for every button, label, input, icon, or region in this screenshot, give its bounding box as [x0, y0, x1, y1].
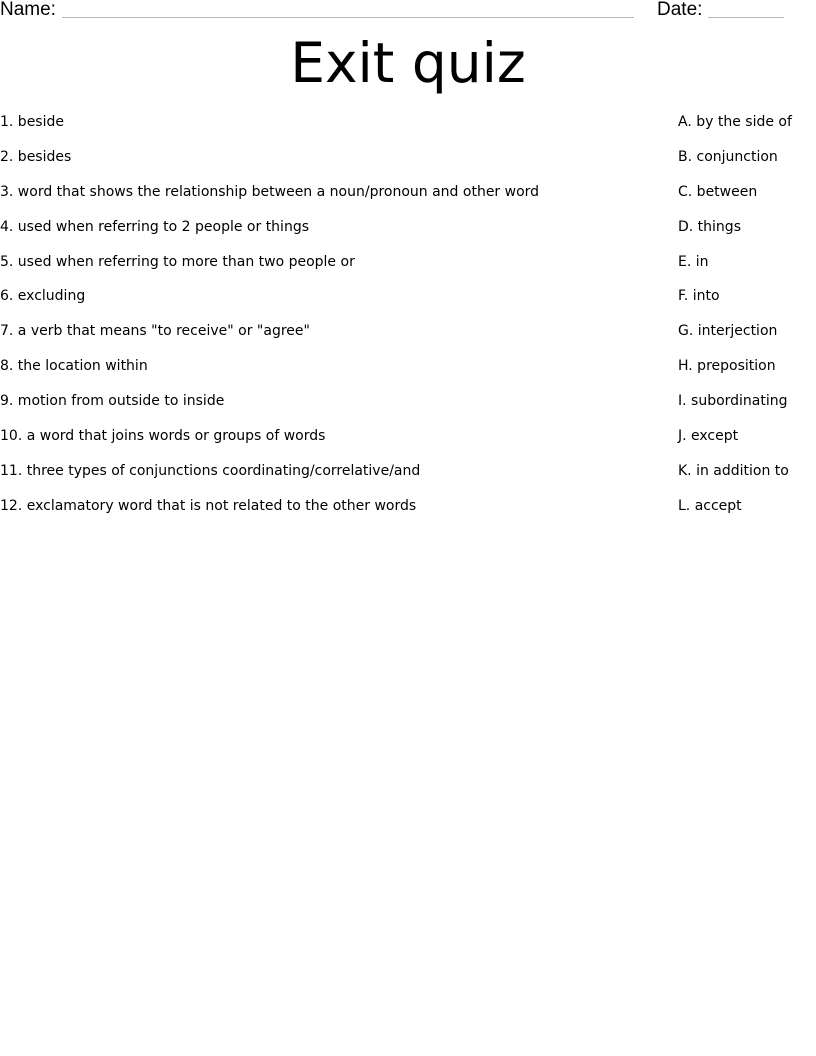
date-label: Date:: [657, 0, 703, 20]
answer-option: E. in: [678, 253, 709, 270]
clue-item: 8. the location within: [0, 358, 148, 375]
answer-option: F. into: [678, 288, 720, 305]
answer-option: J. except: [678, 428, 739, 445]
clue-list: [0, 111, 640, 530]
answer-option: K. in addition to: [678, 462, 789, 479]
answer-option: A. by the side of: [678, 114, 792, 130]
clue-item: 11. three types of conjunctions coordinating/correlative/and: [0, 462, 421, 479]
clue-item: 7. a verb that means "to receive" or "agree": [0, 323, 310, 340]
clue-item: 3. word that shows the relationship between a noun/pronoun and other word: [0, 183, 540, 200]
clue-item: 12. exclamatory word that is not related to the other words: [0, 497, 417, 514]
clue-item: 2. besides: [0, 148, 72, 165]
clue-item: 4. used when referring to 2 people or things: [0, 218, 309, 235]
clue-item: 1. beside: [0, 114, 64, 130]
clue-item: 9. motion from outside to inside: [0, 393, 225, 410]
answer-option: D. things: [678, 218, 741, 235]
name-label: Name:: [0, 0, 56, 20]
answer-option: G. interjection: [678, 323, 778, 340]
date-field[interactable]: [708, 17, 784, 18]
answer-option: I. subordinating: [678, 393, 788, 410]
clue-item: 10. a word that joins words or groups of words: [0, 428, 326, 445]
clue-item: 6. excluding: [0, 288, 86, 305]
page-title: Exit quiz: [290, 31, 526, 95]
answer-option-list: [678, 111, 816, 530]
answer-option: H. preposition: [678, 358, 776, 375]
answer-option: C. between: [678, 183, 758, 200]
answer-option: B. conjunction: [678, 148, 778, 165]
name-field[interactable]: [62, 17, 634, 18]
clue-item: 5. used when referring to more than two people or: [0, 253, 355, 270]
answer-option: L. accept: [678, 497, 742, 514]
worksheet-header: [0, 0, 816, 24]
